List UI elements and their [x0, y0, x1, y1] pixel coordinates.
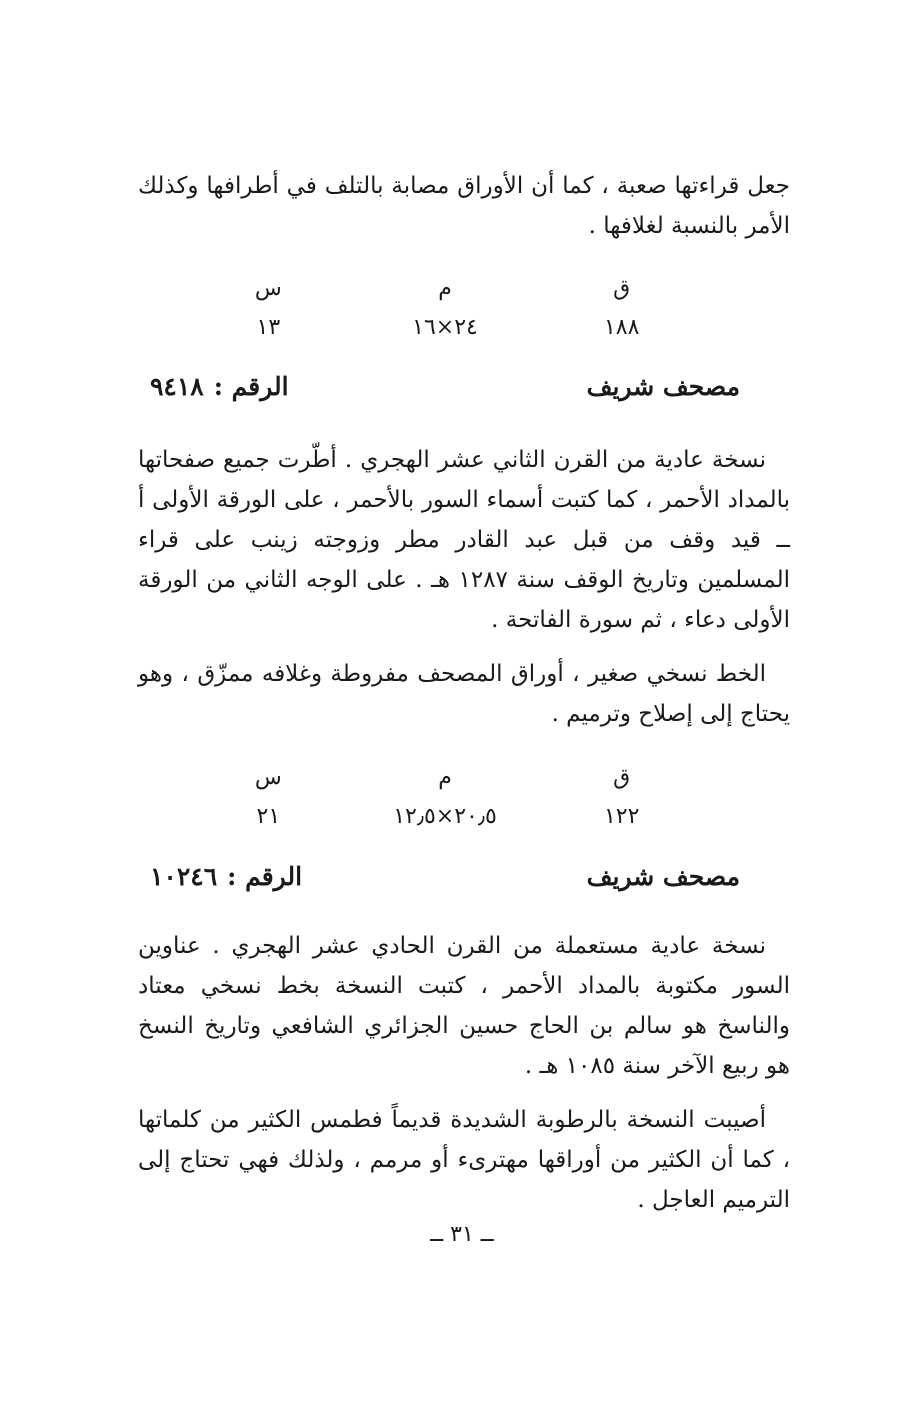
- catalog-number-value: ٩٤١٨: [150, 372, 204, 401]
- lines-value: ٢١: [256, 804, 281, 829]
- catalog-number: [150, 862, 302, 891]
- dimensions-value: ٢٤×١٦: [412, 315, 478, 340]
- entry-description: نسخة عادية من القرن الثاني عشر الهجري . أطّرت جميع صفحاتها بالمداد الأحمر ، كما كتبت أسماء السور بالأحمر ، على الورقة الأولى أ ــ قيد وقف من قبل عبد القادر مطر وزوجته زينب على قراء المسلمين وتاريخ الوقف سنة ١٢٨٧ هـ . على الوجه الثاني من الورقة الأولى دعاء ، ثم سورة الفاتحة .: [138, 447, 790, 633]
- catalog-number-value: ١٠٢٤٦: [150, 862, 218, 891]
- entry-body-1: [138, 440, 790, 734]
- lines-label: س: [254, 765, 282, 790]
- leaves-label: ق: [613, 765, 631, 790]
- dimensions-label: م: [438, 765, 452, 790]
- entry-condition: أصيبت النسخة بالرطوبة الشديدة قديماً فطمس الكثير من كلماتها ، كما أن الكثير من أوراقها مهترىء أو مرمم ، ولذلك فهي تحتاج إلى الترميم العاجل .: [138, 1107, 790, 1213]
- leaves-value: ١٨٨: [603, 315, 640, 340]
- catalog-number-label: الرقم :: [227, 862, 303, 891]
- catalog-number: [150, 372, 289, 401]
- catalog-number-label: الرقم :: [213, 372, 289, 401]
- entry-heading-2: [150, 862, 740, 891]
- page-number: ــ ٣١ ــ: [430, 1222, 494, 1247]
- entry-heading-1: [150, 372, 740, 401]
- measurements-table-1: [180, 276, 710, 340]
- measurements-table-2: [180, 765, 710, 829]
- lines-value: ١٣: [256, 315, 281, 340]
- leaves-label: ق: [613, 276, 631, 301]
- dimensions-value: ٢٠٫٥×١٢٫٥: [393, 804, 497, 829]
- leaves-value: ١٢٢: [603, 804, 640, 829]
- continuation-paragraph: جعل قراءتها صعبة ، كما أن الأوراق مصابة بالتلف في أطرافها وكذلك الأمر بالنسبة لغلافها .: [138, 173, 790, 239]
- entry-condition: الخط نسخي صغير ، أوراق المصحف مفروطة وغلافه ممزّق ، وهو يحتاج إلى إصلاح وترميم .: [138, 661, 790, 727]
- entry-title: مصحف شريف: [586, 372, 740, 401]
- entry-body-2: [138, 926, 790, 1220]
- lines-label: س: [254, 276, 282, 301]
- entry-description: نسخة عادية مستعملة من القرن الحادي عشر الهجري . عناوين السور مكتوبة بالمداد الأحمر ، كتبت النسخة بخط نسخي معتاد والناسخ هو سالم بن الحاج حسين الجزائري الشافعي وتاريخ النسخ هو ربيع الآخر سنة ١٠٨٥ هـ .: [138, 933, 790, 1079]
- entry-title: مصحف شريف: [586, 862, 740, 891]
- continuation-block: [138, 166, 790, 246]
- dimensions-label: م: [438, 276, 452, 301]
